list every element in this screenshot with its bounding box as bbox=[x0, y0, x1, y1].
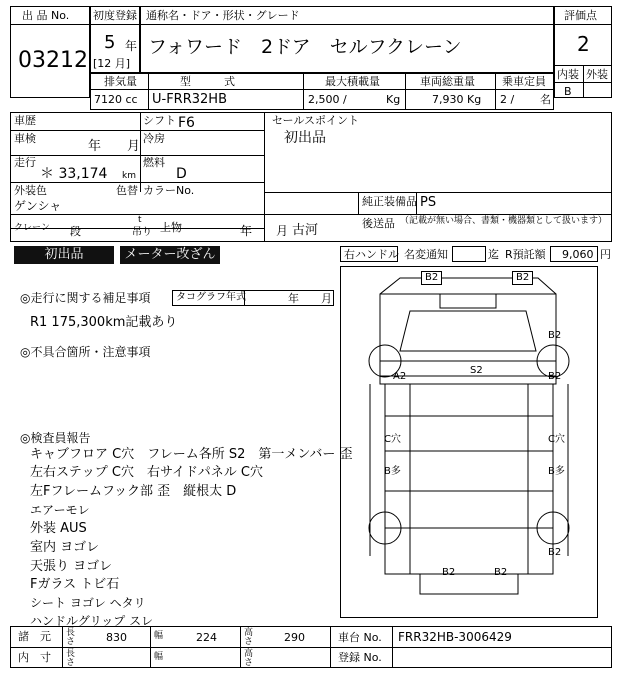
divider bbox=[554, 82, 612, 83]
shift-value: F6 bbox=[178, 115, 195, 131]
inspector-line: Fガラス トビ石 bbox=[30, 577, 120, 592]
divider bbox=[358, 192, 359, 214]
front-grille bbox=[440, 294, 496, 308]
grade-value: 2 bbox=[577, 32, 590, 56]
sales-point: 初出品 bbox=[284, 130, 326, 146]
divider bbox=[10, 24, 90, 25]
mileage-label: 走行 bbox=[14, 156, 36, 169]
divider bbox=[264, 192, 612, 193]
gross-weight-label: 車両総重量 bbox=[420, 75, 475, 88]
max-load-unit: Kg bbox=[386, 93, 401, 106]
inner-length-label: 長さ bbox=[66, 649, 76, 668]
mark-a2: A2 bbox=[393, 371, 407, 382]
mark-b2-bottom-right: B2 bbox=[494, 567, 508, 578]
mark-b2-bottom-left: B2 bbox=[442, 567, 456, 578]
upper-label: 上物 bbox=[160, 221, 182, 234]
r-recycle-amount: 9,060 bbox=[562, 248, 594, 261]
exterior-label: 外装 bbox=[586, 68, 608, 81]
equipment-label: 純正装備品 bbox=[362, 195, 417, 208]
reg-no-label: 登録 No. bbox=[338, 651, 382, 664]
width-value: 224 bbox=[196, 631, 217, 644]
mark-b-right: B多 bbox=[548, 466, 565, 477]
displacement: 7120 cc bbox=[94, 93, 138, 106]
lot-no-label: 出 品 No. bbox=[22, 9, 70, 22]
mark-b2-right-mid: B2 bbox=[548, 371, 562, 382]
fuel-label: 燃料 bbox=[143, 156, 165, 169]
mark-c-right: C穴 bbox=[548, 434, 565, 445]
crane-ton-top: t bbox=[138, 215, 142, 225]
first-reg-month: [12 月] bbox=[93, 57, 131, 70]
inspector-line: 外装 AUS bbox=[30, 521, 87, 536]
divider bbox=[264, 112, 265, 242]
yen-unit: 円 bbox=[600, 248, 611, 261]
ac-label: 冷房 bbox=[143, 132, 165, 145]
mark-s2: S2 bbox=[470, 365, 483, 376]
inspector-line: シート ヨゴレ ヘタリ bbox=[30, 596, 146, 610]
divider bbox=[10, 214, 612, 215]
inspector-line: 左右ステップ C穴 右サイドパネル C穴 bbox=[30, 465, 263, 480]
first-reg-year: 5 bbox=[104, 32, 116, 53]
driving-label: ◎走行に関する補足事項 bbox=[20, 291, 151, 305]
divider bbox=[10, 647, 612, 648]
upper-maker: 古河 bbox=[292, 223, 319, 238]
inner-label: 内 寸 bbox=[18, 651, 51, 664]
color-no-label: 色替 bbox=[116, 184, 138, 197]
capacity-unit: 名 bbox=[540, 93, 551, 106]
capacity-label: 乗車定員 bbox=[502, 75, 546, 88]
defects-label: ◎不具合箇所・注意事項 bbox=[20, 345, 151, 359]
equipment-value: PS bbox=[420, 195, 437, 210]
length-value: 830 bbox=[106, 631, 127, 644]
deadline-prefix: 迄 bbox=[488, 248, 499, 261]
mark-b2-top-left: B2 bbox=[421, 271, 442, 285]
length-label: 長さ bbox=[66, 628, 76, 647]
divider bbox=[416, 192, 417, 214]
divider bbox=[554, 24, 612, 25]
inspector-label: ◎検査員報告 bbox=[20, 431, 91, 445]
shift-label: シフト bbox=[143, 114, 176, 127]
model-label: 通称名・ドア・形状・グレード bbox=[146, 9, 300, 22]
mark-c-left: C穴 bbox=[384, 434, 401, 445]
max-load: 2,500 / bbox=[308, 93, 347, 106]
divider bbox=[405, 73, 406, 110]
inspection-label: 車検 bbox=[14, 132, 36, 145]
model-name: フォワード 2ドア セルフクレーン bbox=[148, 36, 462, 58]
first-reg-label: 初度登録 bbox=[93, 9, 137, 22]
year-unit: 年 bbox=[125, 39, 138, 53]
history-label: 車歴 bbox=[14, 114, 36, 127]
divider bbox=[495, 73, 496, 110]
fuel-value: D bbox=[176, 166, 187, 182]
gross-weight: 7,930 Kg bbox=[432, 93, 482, 106]
mark-b2-top-right: B2 bbox=[512, 271, 533, 285]
type-label: 型 式 bbox=[180, 75, 235, 88]
mark-b-left: B多 bbox=[384, 466, 401, 477]
divider bbox=[140, 112, 141, 192]
height-value: 290 bbox=[284, 631, 305, 644]
color-code-label: カラーNo. bbox=[143, 184, 195, 197]
lot-no: 03212 bbox=[18, 48, 88, 73]
tacho-label: タコグラフ年式 bbox=[176, 292, 246, 303]
divider bbox=[10, 182, 264, 183]
type-value: U-FRR32HB bbox=[152, 92, 227, 107]
max-load-label: 最大積載量 bbox=[325, 75, 380, 88]
inspector-line: キャブフロア C穴 フレーム各所 S2 第一メンバー 歪 bbox=[30, 447, 353, 462]
divider bbox=[240, 626, 241, 668]
width-label: 幅 bbox=[154, 631, 164, 641]
divider bbox=[392, 626, 393, 668]
divider bbox=[10, 155, 264, 156]
inspector-line: 室内 ヨゴレ bbox=[30, 540, 100, 555]
crane-ton: 吊り bbox=[132, 227, 152, 238]
upper-value: 年 月 bbox=[240, 224, 289, 238]
r-recycle-label: R預託額 bbox=[505, 248, 546, 261]
crane-stage: 段 bbox=[70, 225, 81, 238]
inner-width-label: 幅 bbox=[154, 652, 164, 662]
inspection-value: 年 月 bbox=[88, 139, 141, 154]
tacho-value: 年 月 bbox=[288, 292, 332, 305]
mileage-unit: km bbox=[122, 171, 136, 181]
interior-label: 内装 bbox=[557, 68, 579, 81]
displacement-label: 排気量 bbox=[104, 75, 137, 88]
meter-tampered-badge: メーター改ざん車 bbox=[120, 246, 220, 264]
divider bbox=[62, 626, 63, 668]
inspector-line: エアーモレ bbox=[30, 503, 90, 517]
divider bbox=[148, 73, 149, 110]
name-change-box bbox=[452, 246, 486, 262]
windshield bbox=[400, 311, 536, 351]
mileage-value: ＊ 33,174 bbox=[40, 166, 108, 182]
inner-height-label: 高さ bbox=[244, 649, 254, 668]
divider bbox=[10, 130, 264, 131]
chassis-label: 車台 No. bbox=[338, 631, 382, 644]
height-label: 高さ bbox=[244, 628, 254, 647]
divider bbox=[150, 626, 151, 668]
mark-b2-right-upper: B2 bbox=[548, 330, 562, 341]
divider bbox=[90, 89, 554, 90]
divider bbox=[330, 626, 331, 668]
interior-grade: B bbox=[564, 85, 572, 98]
name-change-label: 名変通知 bbox=[404, 248, 448, 261]
inspector-line: ハンドルグリップ スレ bbox=[30, 614, 154, 628]
divider bbox=[303, 73, 304, 110]
inspector-line: 左Fフレームフック部 歪 縦根太 D bbox=[30, 484, 237, 499]
aftermarket-note: （記載が無い場合、書類・機器類として扱います） bbox=[400, 216, 608, 226]
aftermarket-label: 後送品 bbox=[362, 217, 395, 230]
exterior-color-label: 外装色 bbox=[14, 184, 47, 197]
grade-label: 評価点 bbox=[564, 9, 597, 22]
crane-label: クレーン bbox=[14, 223, 50, 233]
driving-note: R1 175,300km記載あり bbox=[30, 315, 178, 330]
capacity: 2 / bbox=[500, 93, 515, 106]
inspector-line: 天張り ヨゴレ bbox=[30, 559, 113, 574]
dims-label: 諸 元 bbox=[18, 630, 51, 643]
sales-point-label: セールスポイント bbox=[272, 114, 360, 127]
exterior-color: ゲンシャ bbox=[14, 199, 62, 213]
handle-value: 右ハンドル bbox=[344, 248, 399, 261]
mark-b2-right-lower: B2 bbox=[548, 547, 562, 558]
first-listing-badge: 初出品 bbox=[14, 246, 114, 264]
chassis-no: FRR32HB-3006429 bbox=[398, 630, 512, 644]
